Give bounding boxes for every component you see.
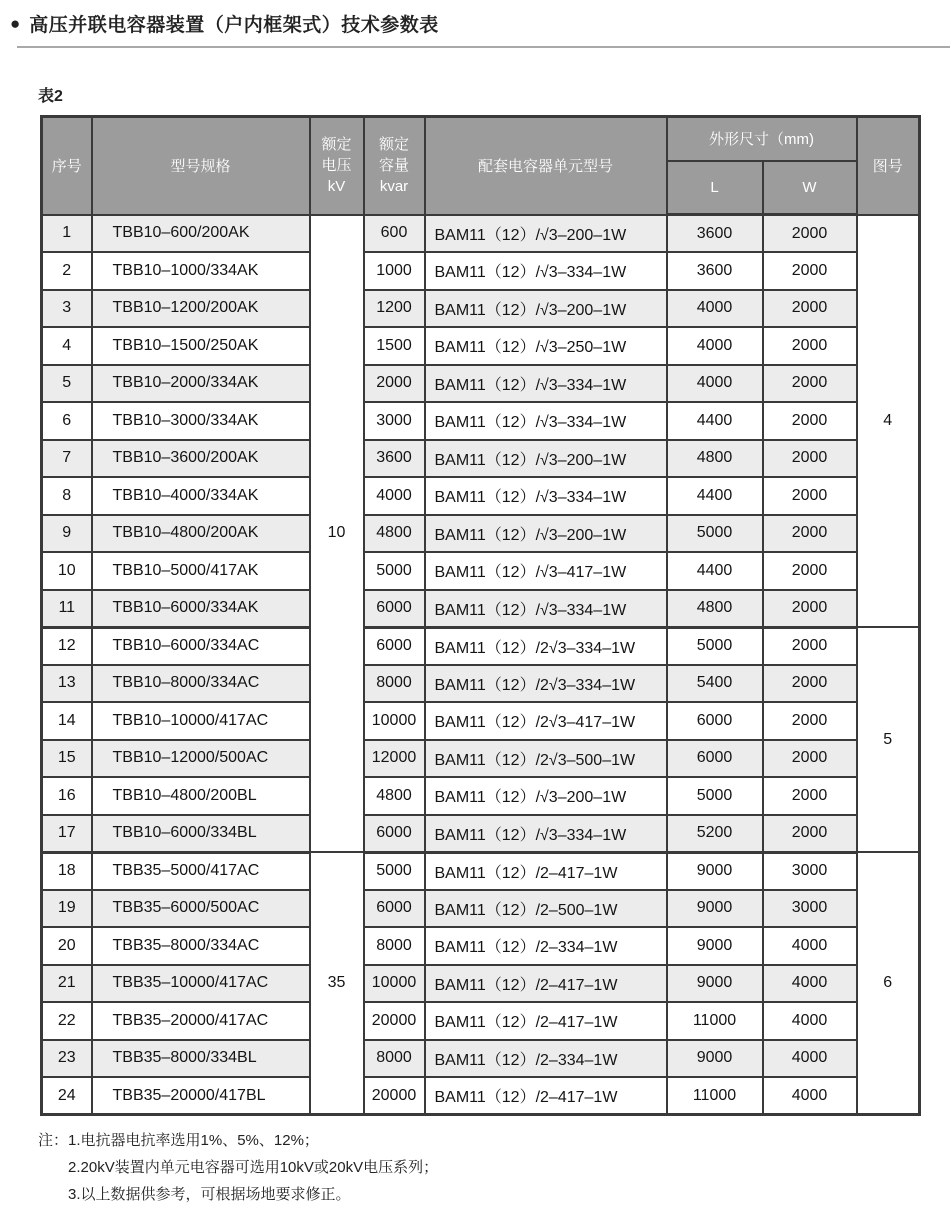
cell-model: TBB10–3600/200AK (92, 440, 310, 478)
cell-model: TBB35–20000/417BL (92, 1077, 310, 1115)
table-row (42, 1040, 920, 1078)
cell-width: 3000 (763, 852, 857, 890)
table-row (42, 815, 920, 853)
cell-no: 16 (42, 777, 92, 815)
cell-unit: BAM11（12）/√3–334–1W (425, 815, 667, 853)
cell-unit: BAM11（12）/2–334–1W (425, 1040, 667, 1078)
table-row (42, 665, 920, 703)
cell-no: 17 (42, 815, 92, 853)
note-item: 2.20kV装置内单元电容器可选用10kV或20kV电压系列； (68, 1159, 439, 1176)
cell-no: 4 (42, 327, 92, 365)
cell-figure: 5 (857, 627, 920, 852)
table-row (42, 702, 920, 740)
header-voltage-line: 电压 (321, 157, 352, 175)
cell-capacity: 6000 (364, 590, 425, 628)
table-row (42, 927, 920, 965)
cell-length: 5400 (667, 665, 763, 703)
cell-capacity: 10000 (364, 965, 425, 1003)
cell-width: 2000 (763, 702, 857, 740)
cell-model: TBB35–8000/334AC (92, 927, 310, 965)
table-row (42, 515, 920, 553)
cell-unit: BAM11（12）/√3–334–1W (425, 477, 667, 515)
cell-voltage: 35 (310, 852, 364, 1115)
cell-capacity: 3000 (364, 402, 425, 440)
cell-model: TBB10–10000/417AC (92, 702, 310, 740)
cell-length: 9000 (667, 890, 763, 928)
cell-no: 6 (42, 402, 92, 440)
cell-length: 11000 (667, 1077, 763, 1115)
cell-unit: BAM11（12）/√3–334–1W (425, 252, 667, 290)
cell-width: 2000 (763, 740, 857, 778)
cell-length: 4000 (667, 290, 763, 328)
header-capacity (364, 117, 425, 215)
cell-width: 4000 (763, 1040, 857, 1078)
cell-length: 5000 (667, 515, 763, 553)
cell-model: TBB10–1000/334AK (92, 252, 310, 290)
cell-capacity: 8000 (364, 927, 425, 965)
cell-length: 9000 (667, 927, 763, 965)
cell-unit: BAM11（12）/√3–334–1W (425, 590, 667, 628)
cell-unit: BAM11（12）/2√3–500–1W (425, 740, 667, 778)
cell-model: TBB10–6000/334BL (92, 815, 310, 853)
table-row (42, 440, 920, 478)
table-row (42, 890, 920, 928)
cell-unit: BAM11（12）/2–417–1W (425, 852, 667, 890)
cell-length: 3600 (667, 252, 763, 290)
cell-capacity: 4800 (364, 777, 425, 815)
table-row (42, 402, 920, 440)
cell-no: 3 (42, 290, 92, 328)
cell-unit: BAM11（12）/2–500–1W (425, 890, 667, 928)
cell-unit: BAM11（12）/2–417–1W (425, 965, 667, 1003)
cell-length: 3600 (667, 215, 763, 253)
cell-capacity: 1000 (364, 252, 425, 290)
table-row (42, 590, 920, 628)
cell-no: 7 (42, 440, 92, 478)
table-row (42, 327, 920, 365)
cell-figure: 6 (857, 852, 920, 1115)
cell-no: 5 (42, 365, 92, 403)
cell-capacity: 4000 (364, 477, 425, 515)
table-row (42, 965, 920, 1003)
header-dimensions: 外形尺寸（mm) (667, 117, 857, 161)
cell-voltage: 10 (310, 215, 364, 853)
cell-width: 2000 (763, 515, 857, 553)
cell-no: 12 (42, 627, 92, 665)
cell-capacity: 6000 (364, 627, 425, 665)
header-capacity-line: kvar (379, 178, 409, 196)
header-capacity-line: 额定 (378, 136, 409, 154)
header-figure: 图号 (857, 117, 920, 215)
table-row (42, 477, 920, 515)
cell-no: 11 (42, 590, 92, 628)
cell-unit: BAM11（12）/√3–334–1W (425, 402, 667, 440)
cell-length: 5000 (667, 627, 763, 665)
cell-model: TBB35–10000/417AC (92, 965, 310, 1003)
cell-length: 4000 (667, 365, 763, 403)
cell-model: TBB10–2000/334AK (92, 365, 310, 403)
cell-unit: BAM11（12）/√3–250–1W (425, 327, 667, 365)
cell-no: 8 (42, 477, 92, 515)
cell-model: TBB10–3000/334AK (92, 402, 310, 440)
cell-model: TBB10–4800/200BL (92, 777, 310, 815)
cell-unit: BAM11（12）/√3–417–1W (425, 552, 667, 590)
cell-width: 2000 (763, 777, 857, 815)
notes (38, 1127, 950, 1208)
table-row (42, 627, 920, 665)
bullet-icon: ● (10, 14, 21, 33)
cell-capacity: 5000 (364, 552, 425, 590)
cell-capacity: 3600 (364, 440, 425, 478)
cell-model: TBB10–1500/250AK (92, 327, 310, 365)
table-row (42, 1077, 920, 1115)
cell-model: TBB35–20000/417AC (92, 1002, 310, 1040)
cell-width: 4000 (763, 1002, 857, 1040)
cell-unit: BAM11（12）/√3–200–1W (425, 440, 667, 478)
cell-width: 2000 (763, 365, 857, 403)
cell-length: 6000 (667, 702, 763, 740)
cell-length: 11000 (667, 1002, 763, 1040)
cell-unit: BAM11（12）/√3–200–1W (425, 777, 667, 815)
cell-no: 23 (42, 1040, 92, 1078)
cell-width: 2000 (763, 402, 857, 440)
table-row (42, 852, 920, 890)
cell-capacity: 5000 (364, 852, 425, 890)
header-dim-l: L (667, 161, 763, 215)
cell-width: 2000 (763, 215, 857, 253)
cell-model: TBB10–6000/334AK (92, 590, 310, 628)
cell-length: 9000 (667, 965, 763, 1003)
cell-no: 2 (42, 252, 92, 290)
cell-capacity: 600 (364, 215, 425, 253)
page-title: 高压并联电容器装置（户内框架式）技术参数表 (29, 15, 439, 36)
table-row (42, 215, 920, 253)
cell-capacity: 1500 (364, 327, 425, 365)
header-voltage-line: 额定 (321, 136, 352, 154)
cell-width: 4000 (763, 1077, 857, 1115)
cell-length: 6000 (667, 740, 763, 778)
cell-capacity: 20000 (364, 1002, 425, 1040)
cell-no: 19 (42, 890, 92, 928)
table-row (42, 552, 920, 590)
header-dim-w: W (763, 161, 857, 215)
cell-capacity: 8000 (364, 1040, 425, 1078)
title-divider (17, 46, 950, 48)
cell-width: 2000 (763, 327, 857, 365)
table-label: 表2 (38, 88, 63, 105)
cell-capacity: 20000 (364, 1077, 425, 1115)
cell-no: 24 (42, 1077, 92, 1115)
header-unit-model: 配套电容器单元型号 (425, 117, 667, 215)
cell-no: 10 (42, 552, 92, 590)
cell-length: 4400 (667, 477, 763, 515)
cell-width: 3000 (763, 890, 857, 928)
cell-model: TBB10–6000/334AC (92, 627, 310, 665)
cell-width: 2000 (763, 815, 857, 853)
cell-length: 5200 (667, 815, 763, 853)
cell-length: 4800 (667, 590, 763, 628)
cell-no: 1 (42, 215, 92, 253)
cell-capacity: 10000 (364, 702, 425, 740)
cell-unit: BAM11（12）/√3–200–1W (425, 215, 667, 253)
cell-no: 13 (42, 665, 92, 703)
cell-unit: BAM11（12）/2–417–1W (425, 1077, 667, 1115)
cell-no: 15 (42, 740, 92, 778)
spec-table (40, 115, 921, 1116)
cell-capacity: 8000 (364, 665, 425, 703)
table-body (42, 215, 920, 1115)
cell-capacity: 6000 (364, 890, 425, 928)
cell-model: TBB10–600/200AK (92, 215, 310, 253)
cell-width: 2000 (763, 665, 857, 703)
cell-model: TBB10–8000/334AC (92, 665, 310, 703)
table-row (42, 777, 920, 815)
cell-capacity: 12000 (364, 740, 425, 778)
table-row (42, 1002, 920, 1040)
cell-width: 4000 (763, 927, 857, 965)
cell-length: 4800 (667, 440, 763, 478)
cell-length: 9000 (667, 1040, 763, 1078)
cell-model: TBB10–4000/334AK (92, 477, 310, 515)
table-header (42, 117, 920, 215)
cell-length: 4400 (667, 552, 763, 590)
cell-width: 2000 (763, 552, 857, 590)
note-item: 3.以上数据供参考，可根据场地要求修正。 (68, 1186, 351, 1203)
cell-no: 22 (42, 1002, 92, 1040)
cell-unit: BAM11（12）/2√3–334–1W (425, 665, 667, 703)
cell-length: 4400 (667, 402, 763, 440)
table-row (42, 290, 920, 328)
cell-width: 2000 (763, 290, 857, 328)
header-voltage-line: kV (327, 178, 346, 196)
cell-width: 4000 (763, 965, 857, 1003)
header-capacity-line: 容量 (378, 157, 409, 175)
cell-unit: BAM11（12）/√3–334–1W (425, 365, 667, 403)
cell-unit: BAM11（12）/√3–200–1W (425, 290, 667, 328)
cell-length: 5000 (667, 777, 763, 815)
cell-capacity: 1200 (364, 290, 425, 328)
cell-no: 20 (42, 927, 92, 965)
cell-model: TBB10–12000/500AC (92, 740, 310, 778)
cell-unit: BAM11（12）/2√3–334–1W (425, 627, 667, 665)
cell-capacity: 6000 (364, 815, 425, 853)
cell-no: 9 (42, 515, 92, 553)
cell-unit: BAM11（12）/2√3–417–1W (425, 702, 667, 740)
table-row (42, 740, 920, 778)
cell-no: 14 (42, 702, 92, 740)
cell-model: TBB35–8000/334BL (92, 1040, 310, 1078)
notes-label: 注： (38, 1132, 69, 1149)
cell-capacity: 2000 (364, 365, 425, 403)
header-model: 型号规格 (92, 117, 310, 215)
cell-model: TBB35–6000/500AC (92, 890, 310, 928)
cell-unit: BAM11（12）/√3–200–1W (425, 515, 667, 553)
cell-width: 2000 (763, 440, 857, 478)
cell-length: 9000 (667, 852, 763, 890)
table-row (42, 365, 920, 403)
cell-no: 21 (42, 965, 92, 1003)
cell-model: TBB10–5000/417AK (92, 552, 310, 590)
cell-unit: BAM11（12）/2–417–1W (425, 1002, 667, 1040)
cell-unit: BAM11（12）/2–334–1W (425, 927, 667, 965)
cell-model: TBB35–5000/417AC (92, 852, 310, 890)
cell-length: 4000 (667, 327, 763, 365)
note-item: 1.电抗器电抗率选用1%、5%、12%； (68, 1132, 319, 1149)
page-header (0, 0, 950, 37)
cell-no: 18 (42, 852, 92, 890)
cell-model: TBB10–1200/200AK (92, 290, 310, 328)
cell-width: 2000 (763, 252, 857, 290)
cell-width: 2000 (763, 477, 857, 515)
table-row (42, 252, 920, 290)
header-voltage (310, 117, 364, 215)
cell-capacity: 4800 (364, 515, 425, 553)
cell-model: TBB10–4800/200AK (92, 515, 310, 553)
cell-width: 2000 (763, 627, 857, 665)
cell-width: 2000 (763, 590, 857, 628)
cell-figure: 4 (857, 215, 920, 628)
header-no: 序号 (42, 117, 92, 215)
